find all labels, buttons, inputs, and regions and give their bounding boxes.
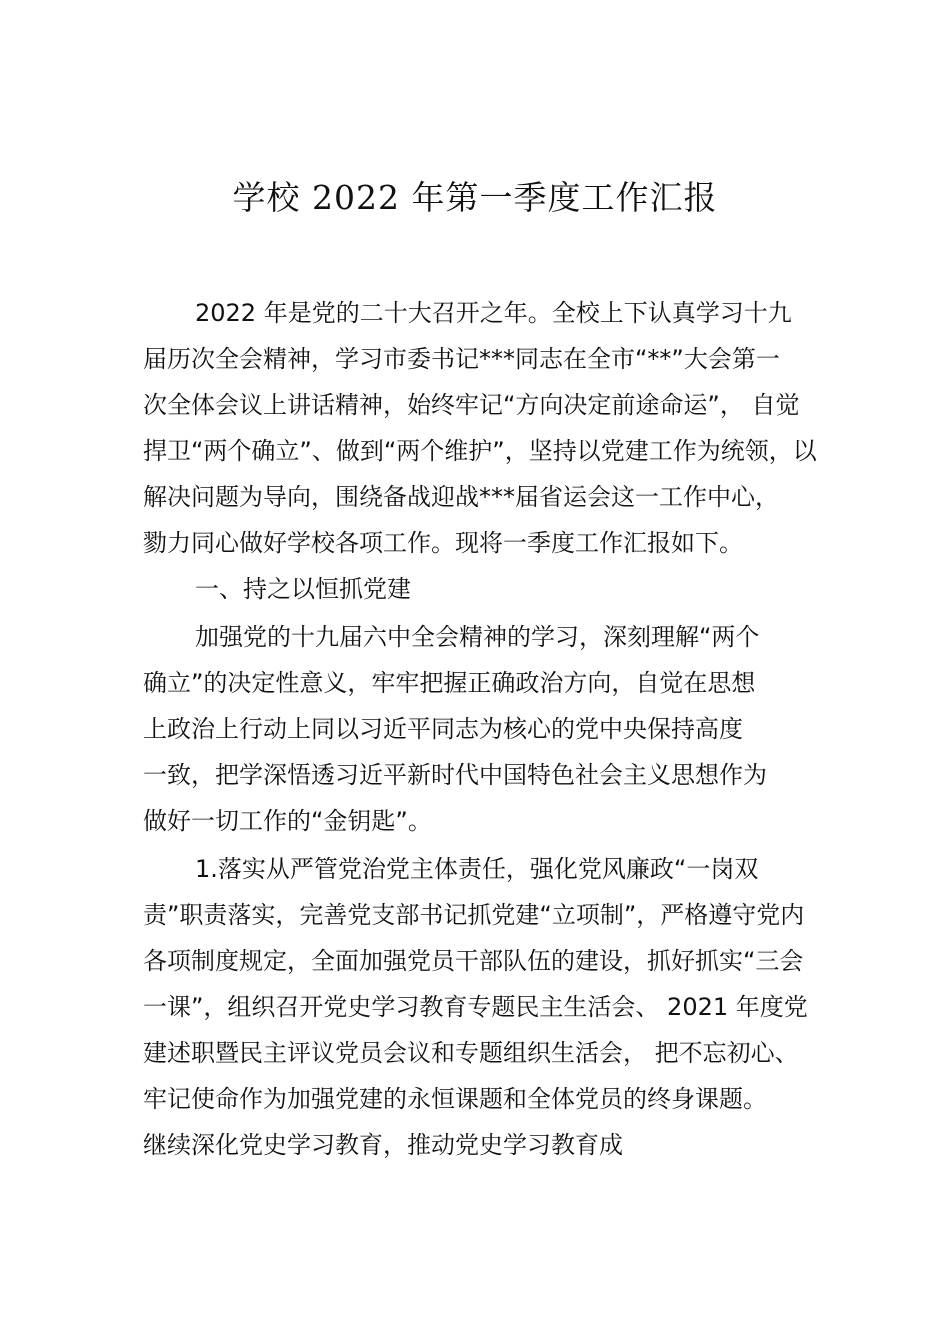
text-line: 解决问题为导向，围绕备战迎战***届省运会这一工作中心，: [143, 483, 779, 511]
text-line: 勠力同心做好学校各项工作。现将一季度工作汇报如下。: [143, 529, 743, 557]
text-line: 牢记使命作为加强党建的永恒课题和全体党员的终身课题。: [143, 1085, 767, 1113]
section-heading: 一、持之以恒抓党建: [195, 575, 411, 603]
text-line: 确立”的决定性意义，牢牢把握正确政治方向，自觉在思想: [143, 669, 756, 697]
text-line: 各项制度规定，全面加强党员干部队伍的建设，抓好抓实“三会: [143, 947, 804, 975]
text-line: 上政治上行动上同以习近平同志为核心的党中央保持高度: [143, 715, 743, 743]
text-line: 捍卫“两个确立”、做到“两个维护”，坚持以党建工作为统领，以: [143, 437, 817, 465]
text-line: 加强党的十九届六中全会精神的学习，深刻理解“两个: [195, 623, 760, 651]
text-line: 届历次全会精神，学习市委书记***同志在全市“**”大会第一: [143, 345, 780, 373]
text-line: 1.落实从严管党治党主体责任，强化党风廉政“一岗双: [195, 855, 759, 883]
text-line: 2022 年是党的二十大召开之年。全校上下认真学习十九: [195, 299, 792, 327]
text-line: 做好一切工作的“金钥匙”。: [143, 807, 432, 835]
text-line: 一致，把学深悟透习近平新时代中国特色社会主义思想作为: [143, 761, 767, 789]
text-line: 次全体会议上讲话精神，始终牢记“方向决定前途命运”， 自觉: [143, 391, 800, 419]
text-line: 建述职暨民主评议党员会议和专题组织生活会， 把不忘初心、: [143, 1039, 799, 1067]
text-line: 一课”，组织召开党史学习教育专题民主生活会、 2021 年度党: [143, 993, 808, 1021]
document-body: [143, 290, 833, 1168]
text-line: 责”职责落实，完善党支部书记抓党建“立项制”，严格遵守党内: [143, 901, 805, 929]
text-line: 继续深化党史学习教育，推动党史学习教育成: [143, 1131, 623, 1159]
document-title: 学校 2022 年第一季度工作汇报: [232, 178, 718, 217]
